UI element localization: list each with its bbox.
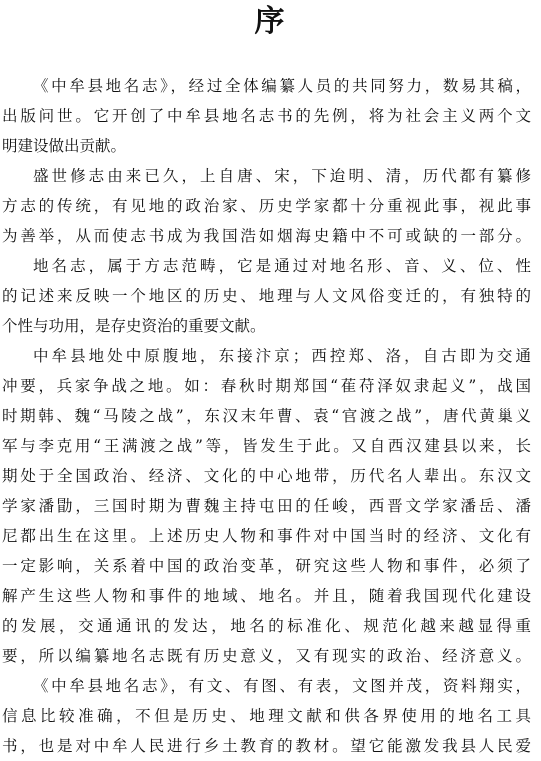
page-title: 序 (254, 4, 287, 39)
line-text: 军与李克用“王满渡之战”等，皆发生于此。又自西汉建县以来，长 (2, 437, 531, 455)
text-line (0, 371, 541, 401)
line-text: 冲要，兵家争战之地。如：春秋时期郑国“萑苻泽奴隶起义”，战国 (2, 377, 531, 395)
line-text: 解产生这些人物和事件的地域、地名。并且，随着我国现代化建设 (2, 587, 531, 605)
line-text: 地名志，属于方志范畴，它是通过对地名形、音、义、位、性 (33, 257, 531, 275)
text-line (0, 71, 541, 101)
line-text: 尼都出生在这里。上述历史人物和事件对中国当时的经济、文化有 (2, 527, 531, 545)
text-line (0, 701, 541, 731)
text-line (0, 191, 541, 221)
text-line (0, 161, 541, 191)
line-text: 盛世修志由来已久，上自唐、宋，下迨明、清，历代都有纂修 (33, 167, 531, 185)
line-text: 明建设做出贡献。 (2, 137, 127, 155)
text-line (0, 671, 541, 701)
line-text: 《中牟县地名志》，经过全体编纂人员的共同努力，数易其稿， (33, 77, 531, 95)
text-line (0, 221, 541, 251)
text-line (0, 431, 541, 461)
text-line (0, 131, 541, 161)
text-line (0, 611, 541, 641)
line-text: 个性与功用，是存史资治的重要文献。 (2, 317, 266, 335)
text-line (0, 251, 541, 281)
text-line (0, 581, 541, 611)
text-line (0, 641, 541, 671)
line-text: 方志的传统，有见地的政治家、历史学家都十分重视此事，视此事 (2, 197, 531, 215)
line-text: 信息比较准确，不但是历史、地理文献和供各界使用的地名工具 (2, 707, 531, 725)
line-text: 要，所以编纂地名志既有历史意义，又有现实的政治、经济意义。 (2, 647, 531, 665)
text-line (0, 461, 541, 491)
text-line (0, 551, 541, 581)
text-line (0, 731, 541, 761)
line-text: 的发展，交通通讯的发达，地名的标准化、规范化越来越显得重 (2, 617, 531, 635)
line-text: 书，也是对中牟人民进行乡土教育的教材。望它能激发我县人民爱 (2, 737, 531, 755)
line-text: 中牟县地处中原腹地，东接汴京；西控郑、洛，自古即为交通 (33, 347, 531, 365)
line-text: 时期韩、魏“马陵之战”，东汉末年曹、袁“官渡之战”，唐代黄巢义 (2, 407, 531, 425)
line-text: 的记述来反映一个地区的历史、地理与人文风俗变迁的，有独特的 (2, 287, 531, 305)
line-text: 出版问世。它开创了中牟县地名志书的先例，将为社会主义两个文 (2, 107, 531, 125)
text-line (0, 341, 541, 371)
line-text: 为善举，从而使志书成为我国浩如烟海史籍中不可或缺的一部分。 (2, 227, 531, 245)
text-line (0, 521, 541, 551)
line-text: 《中牟县地名志》，有文、有图、有表，文图并茂，资料翔实， (33, 677, 531, 695)
text-line (0, 101, 541, 131)
line-text: 一定影响，关系着中国的政治变革，研究这些人物和事件，必须了 (2, 557, 531, 575)
text-line (0, 311, 541, 341)
line-text: 期处于全国政治、经济、文化的中心地带，历代名人辈出。东汉文 (2, 467, 531, 485)
text-line (0, 401, 541, 431)
text-line (0, 281, 541, 311)
line-text: 学家潘勖，三国时期为曹魏主持屯田的任峻，西晋文学家潘岳、潘 (2, 497, 531, 515)
text-line (0, 491, 541, 521)
